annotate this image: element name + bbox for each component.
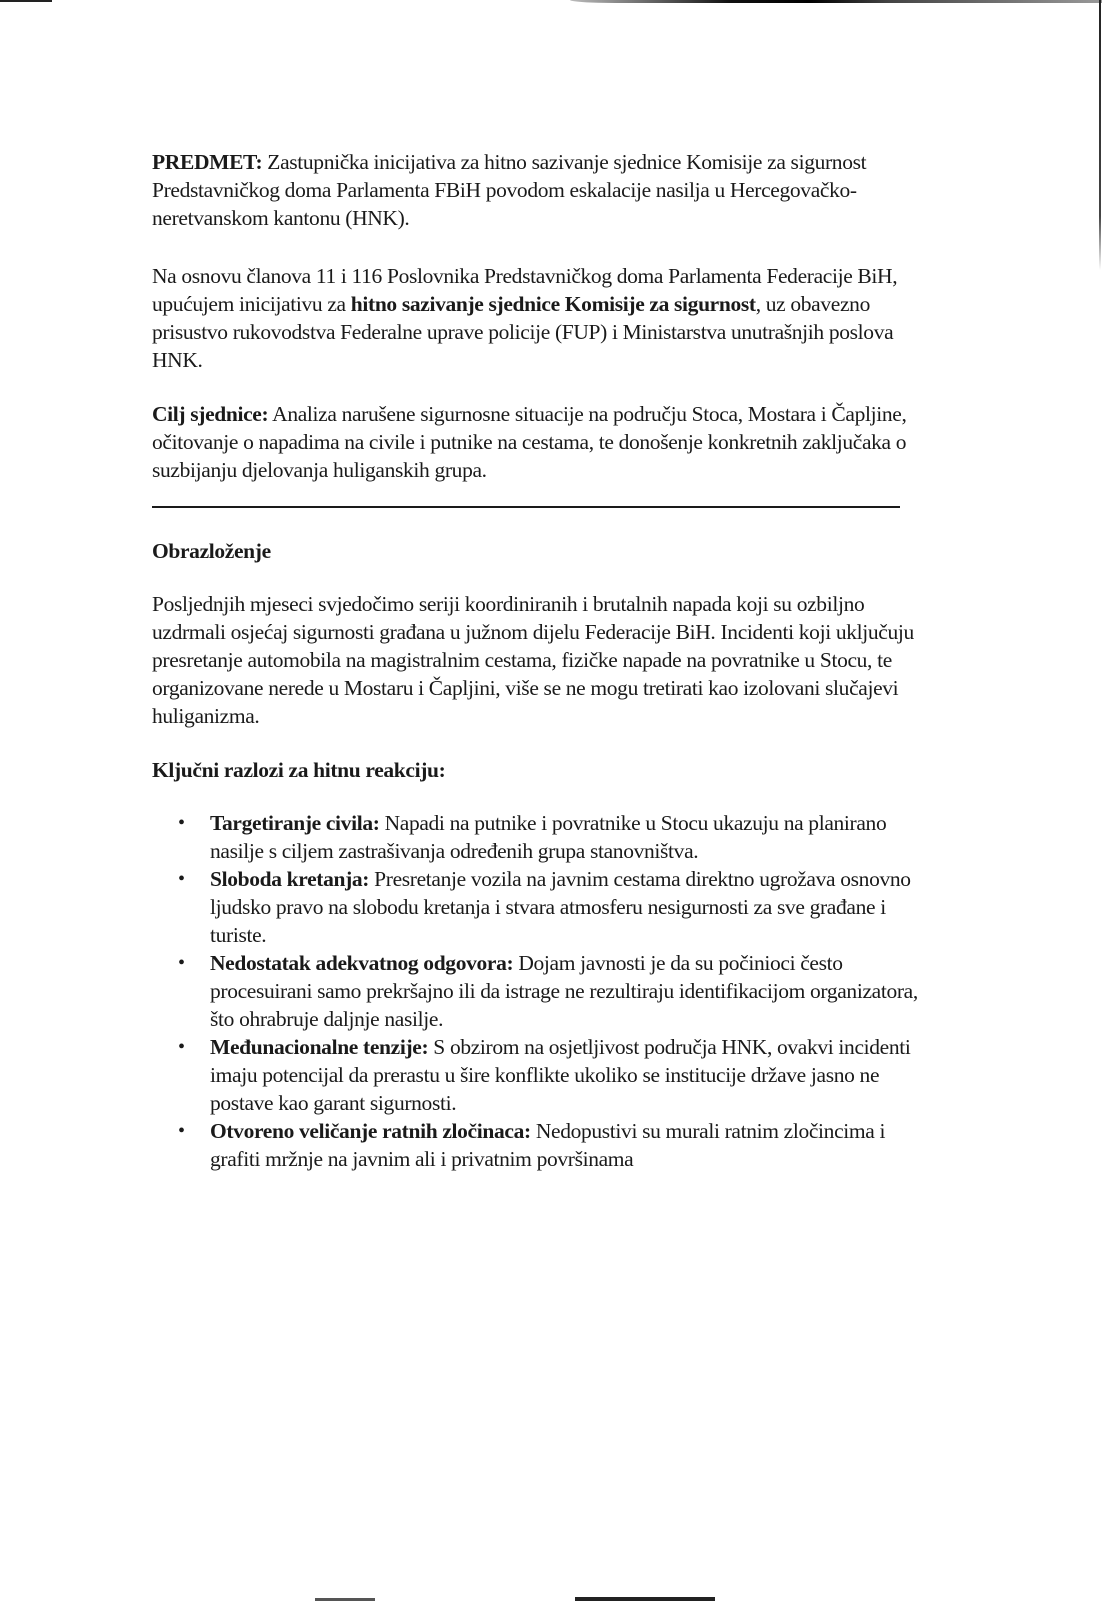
bullet-icon: • bbox=[178, 1120, 185, 1142]
reason-item bbox=[178, 949, 922, 1033]
reason-title: Sloboda kretanja: bbox=[210, 867, 370, 891]
scan-edge bbox=[1099, 0, 1101, 270]
bullet-icon: • bbox=[178, 952, 185, 974]
reason-text: S obzirom na osjetljivost područja HNK, ovakvi incidenti imaju potencijal da prerastu u šire konflikte ukoliko se institucije države jasno ne postave kao garant sigurnosti. bbox=[210, 1035, 911, 1115]
reason-item bbox=[178, 1033, 922, 1117]
subject-paragraph bbox=[152, 148, 922, 232]
explanation-section bbox=[152, 537, 922, 1173]
bullet-icon: • bbox=[178, 868, 185, 890]
reasons-list bbox=[152, 809, 922, 1173]
scan-edge bbox=[570, 0, 1102, 3]
bullet-icon: • bbox=[178, 812, 185, 834]
basis-paragraph bbox=[152, 262, 922, 374]
subject-label: PREDMET: bbox=[152, 150, 263, 174]
reason-title: Otvoreno veličanje ratnih zločinaca: bbox=[210, 1119, 531, 1143]
reason-item bbox=[178, 809, 922, 865]
horizontal-divider bbox=[152, 506, 900, 508]
bullet-icon: • bbox=[178, 1036, 185, 1058]
reason-text: Nedopustivi su murali ratnim zločincima i grafiti mržnje na javnim ali i privatnim površinama bbox=[210, 1119, 886, 1171]
explanation-heading: Obrazloženje bbox=[152, 539, 271, 563]
subject-text: Zastupnička inicijativa za hitno sazivanje sjednice Komisije za sigurnost Predstavničkog doma Parlamenta FBiH povodom eskalacije nasilja u Hercegovačko-neretvanskom kantonu (HNK). bbox=[152, 150, 867, 230]
scan-edge bbox=[0, 0, 52, 2]
reason-title: Targetiranje civila: bbox=[210, 811, 380, 835]
reason-text: Presretanje vozila na javnim cestama direktno ugrožava osnovno ljudsko pravo na slobodu kretanja i stvara atmosferu nesigurnosti za sve građane i turiste. bbox=[210, 867, 911, 947]
reason-item bbox=[178, 865, 922, 949]
goal-label: Cilj sjednice: bbox=[152, 402, 269, 426]
reason-title: Međunacionalne tenzije: bbox=[210, 1035, 429, 1059]
reason-title: Nedostatak adekvatnog odgovora: bbox=[210, 951, 514, 975]
goal-paragraph bbox=[152, 400, 922, 484]
reason-item bbox=[178, 1117, 922, 1173]
basis-text-before: Na osnovu članova 11 i 116 Poslovnika Predstavničkog doma Parlamenta Federacije BiH, upućujem inicijativu za bbox=[152, 264, 898, 316]
goal-text: Analiza narušene sigurnosne situacije na području Stoca, Mostara i Čapljine, očitovanje o napadima na civile i putnike na cestama, te donošenje konkretnih zaključaka o suzbijanju djelovanja huliganskih grupa. bbox=[152, 402, 907, 482]
basis-bold: hitno sazivanje sjednice Komisije za sigurnost bbox=[350, 292, 756, 316]
scan-edge bbox=[575, 1597, 715, 1601]
explanation-paragraph: Posljednjih mjeseci svjedočimo seriji koordiniranih i brutalnih napada koji su ozbiljno uzdrmali osjećaj sigurnosti građana u južnom dijelu Federacije BiH. Incidenti koji uključuju presretanje automobila na magistralnim cestama, fizičke napade na povratnike u Stocu, te organizovane nerede u Mostaru i Čapljini, više se ne mogu tretirati kao izolovani slučajevi huliganizma. bbox=[152, 592, 914, 728]
basis-text-after: , uz obavezno prisustvo rukovodstva Federalne uprave policije (FUP) i Ministarstva unutrašnjih poslova HNK. bbox=[152, 292, 894, 372]
reason-text: Dojam javnosti je da su počinioci često procesuirani samo prekršajno ili da istrage ne rezultiraju identifikacijom organizatora, što ohrabruje daljnje nasilje. bbox=[210, 951, 918, 1031]
reason-text: Napadi na putnike i povratnike u Stocu ukazuju na planirano nasilje s ciljem zastrašivanja određenih grupa stanovništva. bbox=[210, 811, 887, 863]
document-header-section bbox=[152, 148, 922, 484]
reasons-heading: Ključni razlozi za hitnu reakciju: bbox=[152, 758, 446, 782]
